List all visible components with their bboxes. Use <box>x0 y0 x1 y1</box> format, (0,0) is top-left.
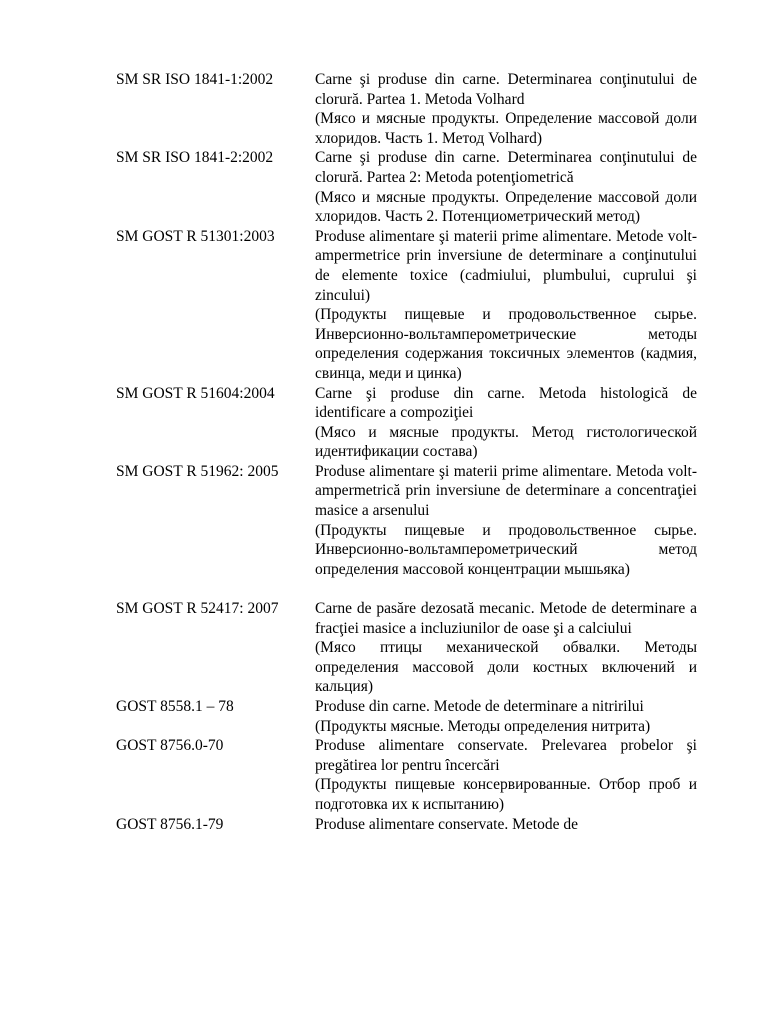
standards-table <box>116 70 697 834</box>
title-russian: (Мясо и мясные продукты. Определение массовой доли хлоридов. Часть 1. Метод Volhard) <box>315 110 697 147</box>
table-row <box>116 697 697 736</box>
table-row <box>116 70 697 148</box>
title-russian: (Продукты пищевые и продовольственное сырье. Инверсионно-вольтамперометрический метод определения массовой концентрации мышьяка) <box>315 521 697 578</box>
table-row <box>116 462 697 580</box>
title-russian: (Мясо птицы механической обвалки. Методы определения массовой доли костных включений и кальция) <box>315 639 697 696</box>
standard-code: SM GOST R 51604:2004 <box>116 384 275 402</box>
title-russian: (Мясо и мясные продукты. Определение массовой доли хлоридов. Часть 2. Потенциометрический метод) <box>315 188 697 226</box>
standard-description <box>315 697 697 736</box>
title-romanian: Produse din carne. Metode de determinare a nitririlui <box>315 698 644 715</box>
standard-code: SM GOST R 52417: 2007 <box>116 600 279 618</box>
standard-code: SM SR ISO 1841-1:2002 <box>116 71 274 88</box>
title-russian: (Продукты пищевые и продовольственное сырье. Инверсионно-вольтамперометрические методы определения содержания токсичных элементов (кадмия, свинца, меди и цинка) <box>315 306 697 382</box>
standard-code: GOST 8756.0-70 <box>116 737 224 755</box>
standard-description <box>315 462 697 580</box>
title-romanian: Produse alimentare şi materii prime alimentare. Metode volt-ampermetrice prin inversiune de determinare a conţinutului de elemente toxice (cadmiului, plumbului, cuprului şi zincului) <box>315 227 697 304</box>
standard-code: GOST 8756.1-79 <box>116 815 224 833</box>
table-row <box>116 599 697 697</box>
standard-description <box>315 227 697 384</box>
standard-description <box>315 736 697 814</box>
title-romanian: Carne şi produse din carne. Determinarea conţinutului de clorură. Partea 1. Metoda Volhard <box>315 71 697 108</box>
title-russian: (Продукты пищевые консервированные. Отбор проб и подготовка их к испытанию) <box>315 776 697 813</box>
blank-row <box>116 579 697 599</box>
title-romanian: Carne şi produse din carne. Metoda histologică de identificare a compoziţiei <box>315 384 697 422</box>
title-romanian: Produse alimentare conservate. Metode de <box>315 815 578 833</box>
standard-description <box>315 70 697 148</box>
table-row <box>116 227 697 384</box>
title-romanian: Carne de pasăre dezosată mecanic. Metode de determinare a fracţiei masice a incluziunilor de oase şi a calciului <box>315 600 697 637</box>
title-romanian: Produse alimentare conservate. Prelevarea probelor şi pregătirea lor pentru încercări <box>315 737 697 774</box>
table-row <box>116 736 697 814</box>
table-row <box>116 148 697 226</box>
standard-code: GOST 8558.1 – 78 <box>116 698 234 715</box>
standard-code: SM GOST R 51301:2003 <box>116 227 275 245</box>
title-russian: (Мясо и мясные продукты. Метод гистологической идентификации состава) <box>315 423 697 461</box>
standard-description <box>315 384 697 462</box>
title-romanian: Produse alimentare şi materii prime alimentare. Metoda volt-ampermetrică prin inversiune de determinare a concentraţiei masice a arsenului <box>315 462 697 520</box>
standard-description <box>315 815 697 835</box>
standard-code: SM GOST R 51962: 2005 <box>116 462 279 480</box>
table-row <box>116 384 697 462</box>
table-row <box>116 815 697 835</box>
title-russian: (Продукты мясные. Методы определения нитрита) <box>315 717 651 735</box>
title-romanian: Carne şi produse din carne. Determinarea conţinutului de clorură. Partea 2: Metoda potenţiometrică <box>315 149 697 186</box>
standard-description <box>315 599 697 697</box>
standard-description <box>315 148 697 226</box>
standard-code: SM SR ISO 1841-2:2002 <box>116 149 274 167</box>
